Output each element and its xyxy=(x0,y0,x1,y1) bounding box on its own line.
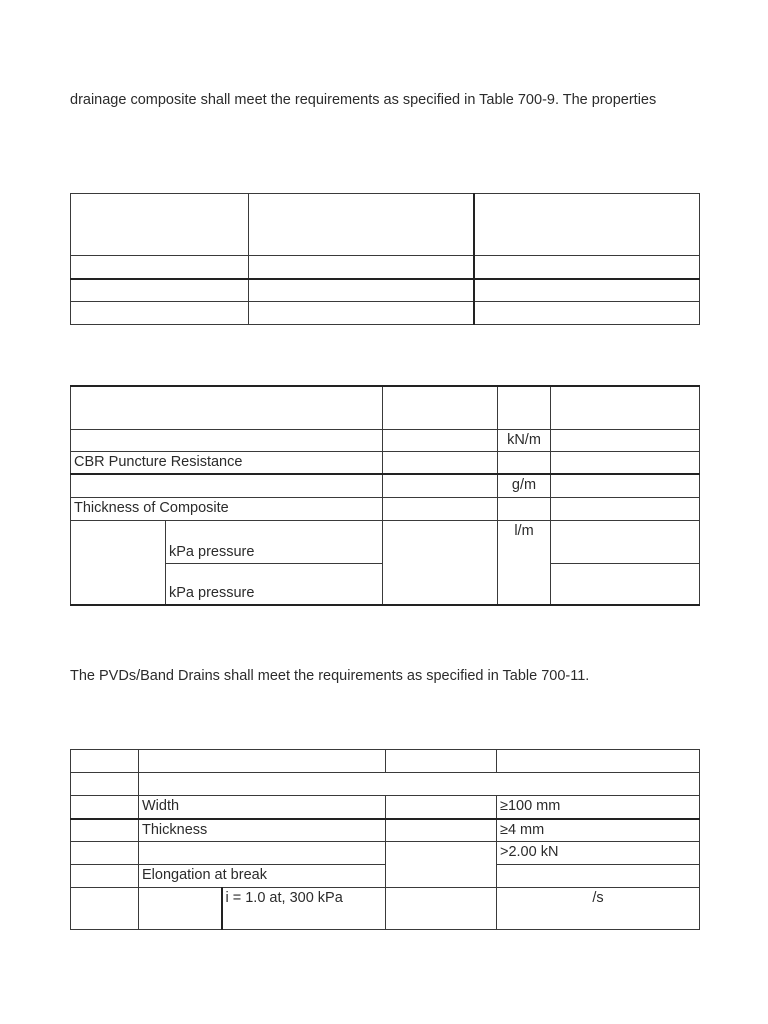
table-cell xyxy=(551,429,700,451)
table-cell xyxy=(474,256,700,279)
table-row xyxy=(71,474,700,497)
table-cell xyxy=(249,279,474,302)
table-cell xyxy=(386,796,497,819)
table-cell xyxy=(71,796,139,819)
table-cell xyxy=(474,279,700,302)
table-row xyxy=(71,819,700,842)
table-cell xyxy=(474,302,700,325)
unit-per-s: /s xyxy=(497,888,700,930)
discharge-gradient: i = 1.0 at, 300 kPa xyxy=(222,888,386,930)
table-cell xyxy=(498,497,551,520)
table-composite-properties xyxy=(70,385,700,606)
table-cell xyxy=(249,194,474,256)
table-row xyxy=(71,888,700,930)
table-cell xyxy=(551,386,700,429)
table-cell xyxy=(71,194,249,256)
table-cell xyxy=(71,386,383,429)
unit-kn-m: kN/m xyxy=(498,429,551,451)
intro-paragraph: drainage composite shall meet the requirements as specified in Table 700-9. The properties xyxy=(70,92,657,108)
table-cell xyxy=(498,386,551,429)
table-row xyxy=(71,194,700,256)
table-cell xyxy=(551,474,700,497)
table-cell xyxy=(386,819,497,842)
unit-g-m: g/m xyxy=(498,474,551,497)
table-row xyxy=(71,796,700,819)
table-cell xyxy=(383,520,498,605)
table-cell xyxy=(383,474,498,497)
table-cell xyxy=(139,842,386,865)
table-row xyxy=(71,256,700,279)
table-cell xyxy=(71,888,139,930)
flow-kpa-pressure-2: kPa pressure xyxy=(166,563,383,605)
table-700-11-pvd xyxy=(70,749,700,930)
table-cell xyxy=(71,865,139,888)
table-cell xyxy=(71,773,139,796)
table-row xyxy=(71,773,700,796)
table-row xyxy=(71,302,700,325)
table-row xyxy=(71,497,700,520)
property-width: Width xyxy=(139,796,386,819)
table-row xyxy=(71,429,700,451)
table-cell xyxy=(71,750,139,773)
table-cell xyxy=(386,750,497,773)
table-cell xyxy=(386,888,497,930)
table-cell xyxy=(474,194,700,256)
table-cell xyxy=(383,429,498,451)
table-row xyxy=(71,865,700,888)
table-row xyxy=(71,386,700,429)
value-width: ≥100 mm xyxy=(497,796,700,819)
table-cell xyxy=(71,279,249,302)
table-cell xyxy=(139,750,386,773)
pvd-paragraph: The PVDs/Band Drains shall meet the requirements as specified in Table 700-11. xyxy=(70,668,590,684)
table-cell xyxy=(383,497,498,520)
table-row xyxy=(71,842,700,865)
table-cell xyxy=(551,451,700,474)
table-cell xyxy=(249,256,474,279)
table-cell xyxy=(71,819,139,842)
table-row xyxy=(71,451,700,474)
table-cell xyxy=(71,842,139,865)
unit-l-m: l/m xyxy=(498,520,551,605)
value-strength: >2.00 kN xyxy=(497,842,700,865)
table-cell xyxy=(383,451,498,474)
table-cell xyxy=(249,302,474,325)
table-row xyxy=(71,750,700,773)
table-cell xyxy=(551,563,700,605)
value-thickness: ≥4 mm xyxy=(497,819,700,842)
table-cell xyxy=(551,520,700,563)
property-cbr-puncture: CBR Puncture Resistance xyxy=(71,451,383,474)
table-cell xyxy=(386,842,497,888)
flow-kpa-pressure-1: kPa pressure xyxy=(166,520,383,563)
table-700-9-header xyxy=(70,193,700,325)
table-row xyxy=(71,520,700,563)
table-cell xyxy=(383,386,498,429)
table-row xyxy=(71,279,700,302)
table-cell xyxy=(498,451,551,474)
table-cell xyxy=(497,750,700,773)
property-thickness: Thickness xyxy=(139,819,386,842)
table-cell xyxy=(71,429,383,451)
table-cell xyxy=(551,497,700,520)
table-cell xyxy=(71,302,249,325)
property-elongation: Elongation at break xyxy=(139,865,386,888)
table-cell xyxy=(497,865,700,888)
table-cell xyxy=(139,773,700,796)
table-cell xyxy=(71,520,166,605)
table-cell xyxy=(71,256,249,279)
property-thickness-composite: Thickness of Composite xyxy=(71,497,383,520)
table-cell xyxy=(139,888,222,930)
table-cell xyxy=(71,474,383,497)
